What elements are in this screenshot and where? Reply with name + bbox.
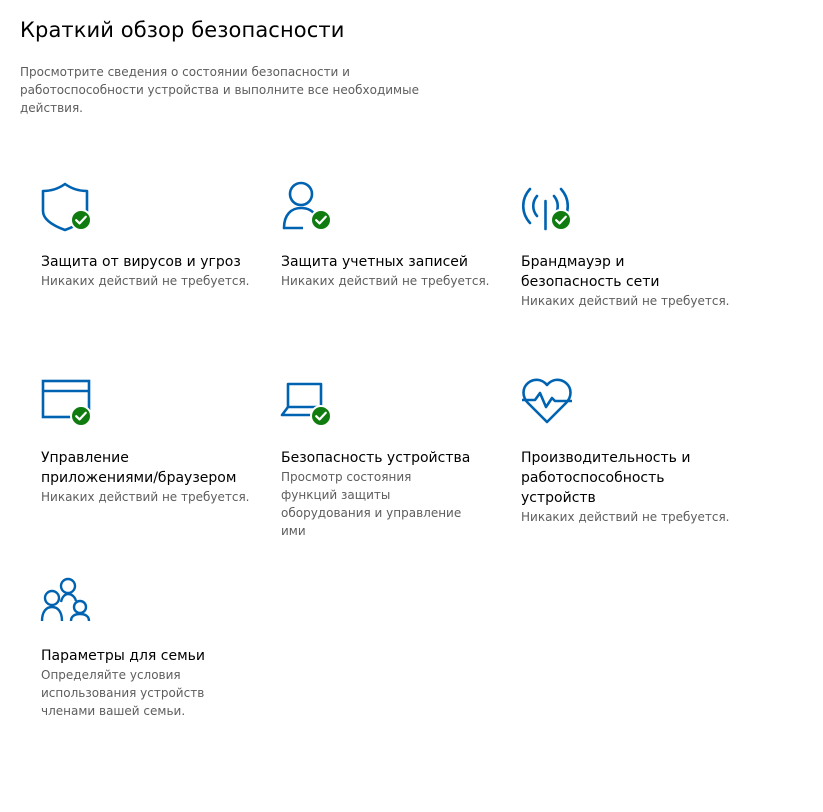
check-badge-icon (70, 405, 92, 431)
tile-title-line: Защита от вирусов и угроз (41, 254, 241, 270)
tile-title-line: устройств (521, 490, 596, 506)
tile-title-line: работоспособность (521, 470, 665, 486)
tile-title (41, 252, 251, 272)
tile-title (521, 252, 731, 292)
tile-status: Просмотр состояния функций защиты оборудования и управление ими (281, 470, 462, 538)
tile-title (41, 448, 251, 488)
heart-pulse-icon (521, 377, 581, 437)
tile-title (521, 448, 731, 508)
tile-status: Никаких действий не требуется. (521, 294, 730, 308)
page-title: Краткий обзор безопасности (20, 18, 345, 42)
check-badge-icon (310, 209, 332, 235)
tile-title (281, 252, 491, 272)
check-badge-icon (310, 405, 332, 431)
tile-status: Никаких действий не требуется. (281, 274, 490, 288)
family-icon (41, 575, 101, 635)
tile-status: Никаких действий не требуется. (41, 490, 250, 504)
tile-title-line: Защита учетных записей (281, 254, 468, 270)
tile-title-line: Безопасность устройства (281, 450, 471, 466)
tile-title (41, 646, 251, 666)
tile-title-line: Брандмауэр и (521, 254, 625, 270)
tile-title-line: приложениями/браузером (41, 470, 237, 486)
page-subtitle: Просмотрите сведения о состоянии безопасности и работоспособности устройства и выполните все необходимые действия. (20, 65, 419, 115)
tile-status: Никаких действий не требуется. (521, 510, 730, 524)
tile-title-line: Управление (41, 450, 129, 466)
tile-title-line: Производительность и (521, 450, 691, 466)
tile-title (281, 448, 491, 468)
tile-title-line: безопасность сети (521, 274, 660, 290)
check-badge-icon (70, 209, 92, 235)
tile-status: Никаких действий не требуется. (41, 274, 250, 288)
check-badge-icon (550, 209, 572, 235)
tile-status: Определяйте условия использования устройств членами вашей семьи. (41, 668, 205, 718)
tile-title-line: Параметры для семьи (41, 648, 206, 664)
